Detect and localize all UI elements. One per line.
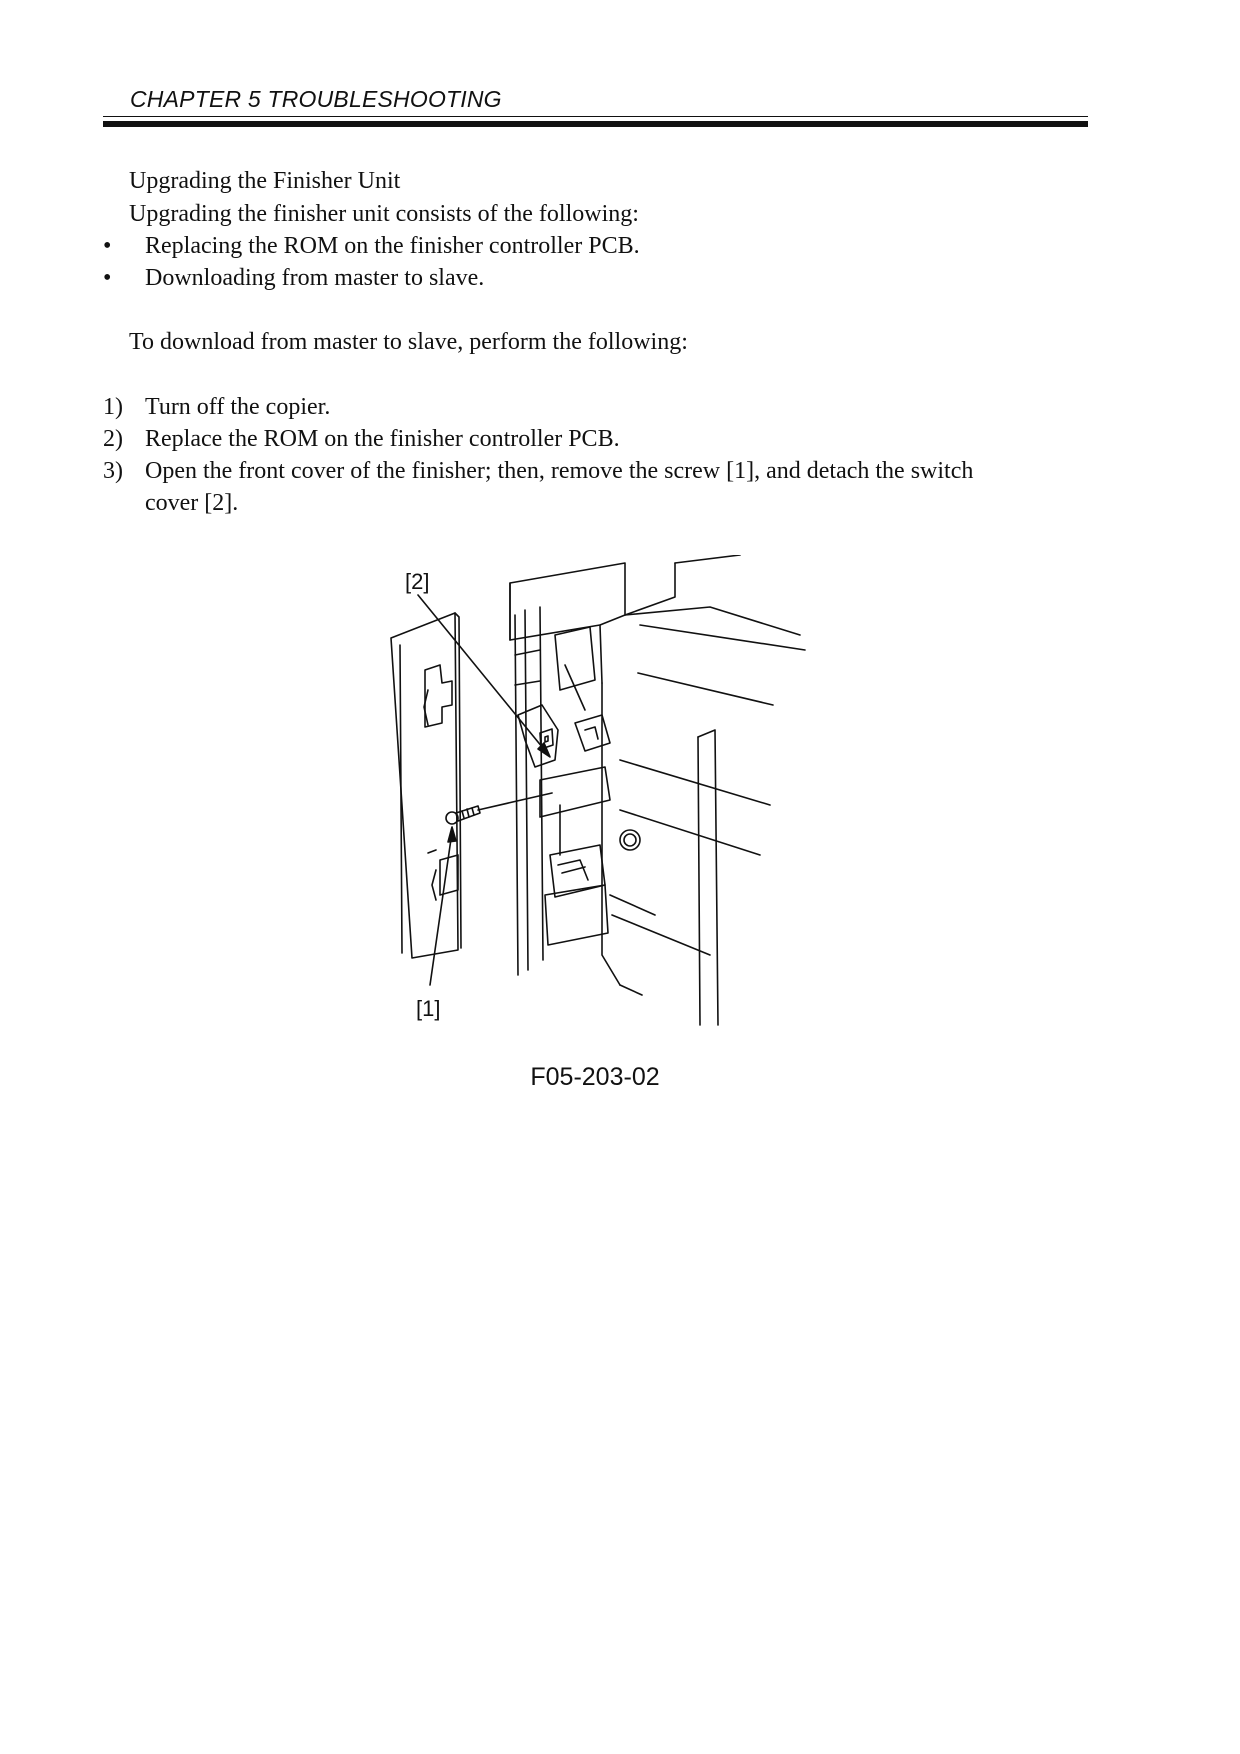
procedure-intro: To download from master to slave, perform the following: (129, 329, 688, 355)
callout-label: [1] (416, 996, 441, 1021)
chapter-header: CHAPTER 5 TROUBLESHOOTING (130, 86, 502, 112)
figure-caption: F05-203-02 (530, 1063, 660, 1091)
step-text-continued: cover [2]. (145, 490, 239, 516)
step-text: Open the front cover of the finisher; then, remove the screw [1], and detach the switch (145, 458, 974, 484)
step-text: Turn off the copier. (145, 394, 331, 420)
bullet-marker: • (103, 265, 112, 291)
bullet-item: Downloading from master to slave. (145, 265, 485, 291)
section-intro: Upgrading the finisher unit consists of the following: (129, 201, 639, 227)
header-rule-thick (103, 121, 1088, 127)
finisher-illustration (380, 555, 810, 1035)
switch-cover-icon (518, 705, 558, 767)
step-number: 3) (103, 458, 123, 484)
step-number: 2) (103, 426, 123, 452)
section-heading: Upgrading the Finisher Unit (129, 168, 401, 194)
callout-label: [2] (405, 569, 430, 594)
finisher-line-drawing (380, 555, 810, 1035)
step-number: 1) (103, 394, 123, 420)
header-rule-thin (103, 116, 1088, 117)
screw-icon (446, 806, 480, 824)
bullet-item: Replacing the ROM on the finisher controller PCB. (145, 233, 640, 259)
bullet-marker: • (103, 233, 112, 259)
step-text: Replace the ROM on the finisher controller PCB. (145, 426, 620, 452)
